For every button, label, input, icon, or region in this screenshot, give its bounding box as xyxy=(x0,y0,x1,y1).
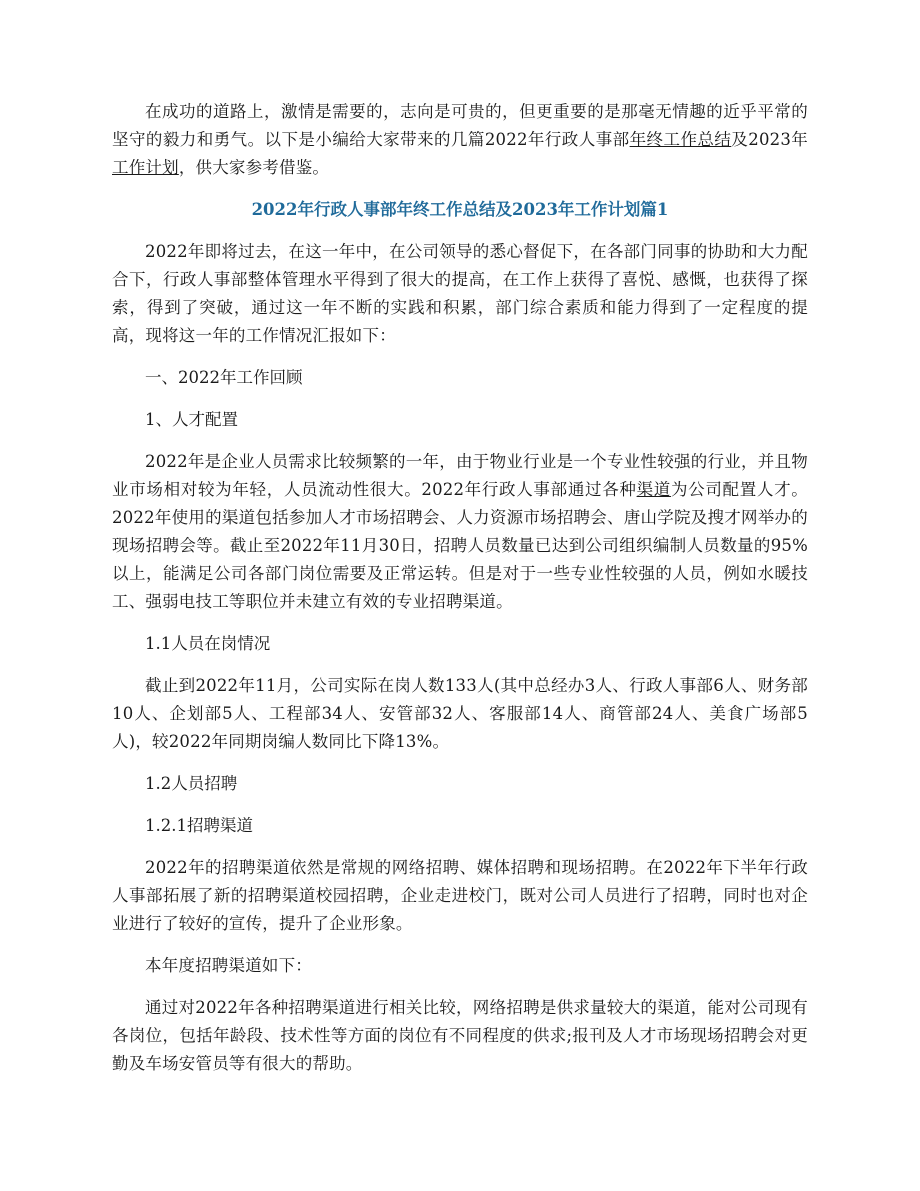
section-heading-recruit: 1.2人员招聘 xyxy=(145,774,238,793)
intro-text-1: 在成功的道路上，激情是需要的，志向是可贵的，但更重要的是那毫无情趣的近乎平常的坚守的毅力和勇气。以下是小编给大家带来的几篇2022年行政人事部 xyxy=(112,102,808,149)
intro-text-3: ，供大家参考借鉴。 xyxy=(178,158,330,177)
section-heading-channel: 1.2.1招聘渠道 xyxy=(145,816,253,835)
section-heading-review: 一、2022年工作回顾 xyxy=(145,368,303,387)
compare-paragraph: 通过对2022年各种招聘渠道进行相关比较，网络招聘是供求量较大的渠道，能对公司现有各岗位，包括年龄段、技术性等方面的岗位有不同程度的供求;报刊及人才市场现场招聘会对更勤及车场安管员等有很大的帮助。 xyxy=(112,998,808,1073)
staff-paragraph: 截止到2022年11月，公司实际在岗人数133人(其中总经办3人、行政人事部6人、财务部10人、企划部5人、工程部34人、安管部32人、客服部14人、商管部24人、美食广场部5人)，较2022年同期岗编人数同比下降13%。 xyxy=(112,676,808,751)
channel-list-intro: 本年度招聘渠道如下： xyxy=(145,956,312,975)
year-end-summary-link[interactable]: 年终工作总结 xyxy=(629,130,732,149)
work-plan-link[interactable]: 工作计划 xyxy=(112,158,179,177)
intro-text-2: 及2023年 xyxy=(731,130,808,149)
section-heading-talent: 1、人才配置 xyxy=(145,410,238,429)
intro-paragraph xyxy=(112,98,808,182)
channel-paragraph: 2022年的招聘渠道依然是常规的网络招聘、媒体招聘和现场招聘。在2022年下半年行政人事部拓展了新的招聘渠道校园招聘，企业走进校门，既对公司人员进行了招聘，同时也对企业进行了较好的宣传，提升了企业形象。 xyxy=(112,858,808,933)
article-title: 2022年行政人事部年终工作总结及2023年工作计划篇1 xyxy=(251,200,669,219)
summary-paragraph: 2022年即将过去，在这一年中，在公司领导的悉心督促下，在各部门同事的协助和大力配合下，行政人事部整体管理水平得到了很大的提高，在工作上获得了喜悦、感慨，也获得了探索，得到了突破，通过这一年不断的实践和积累，部门综合素质和能力得到了一定程度的提高，现将这一年的工作情况汇报如下： xyxy=(112,242,808,345)
talent-text-1: 2022年是企业人员需求比较频繁的一年，由于物业行业是一个专业性较强的行业，并且物业市场相对较为年轻，人员流动性很大。2022年行政人事部通过各种 xyxy=(112,452,808,499)
section-heading-staff: 1.1人员在岗情况 xyxy=(145,634,271,653)
channel-link[interactable]: 渠道 xyxy=(636,480,671,499)
talent-paragraph xyxy=(112,448,808,616)
talent-text-2: 为公司配置人才。2022年使用的渠道包括参加人才市场招聘会、人力资源市场招聘会、唐山学院及搜才网举办的现场招聘会等。截止至2022年11月30日，招聘人员数量已达到公司组织编制人员数量的95%以上，能满足公司各部门岗位需要及正常运转。但是对于一些专业性较强的人员，例如水暖技工、强弱电技工等职位并未建立有效的专业招聘渠道。 xyxy=(112,480,808,611)
